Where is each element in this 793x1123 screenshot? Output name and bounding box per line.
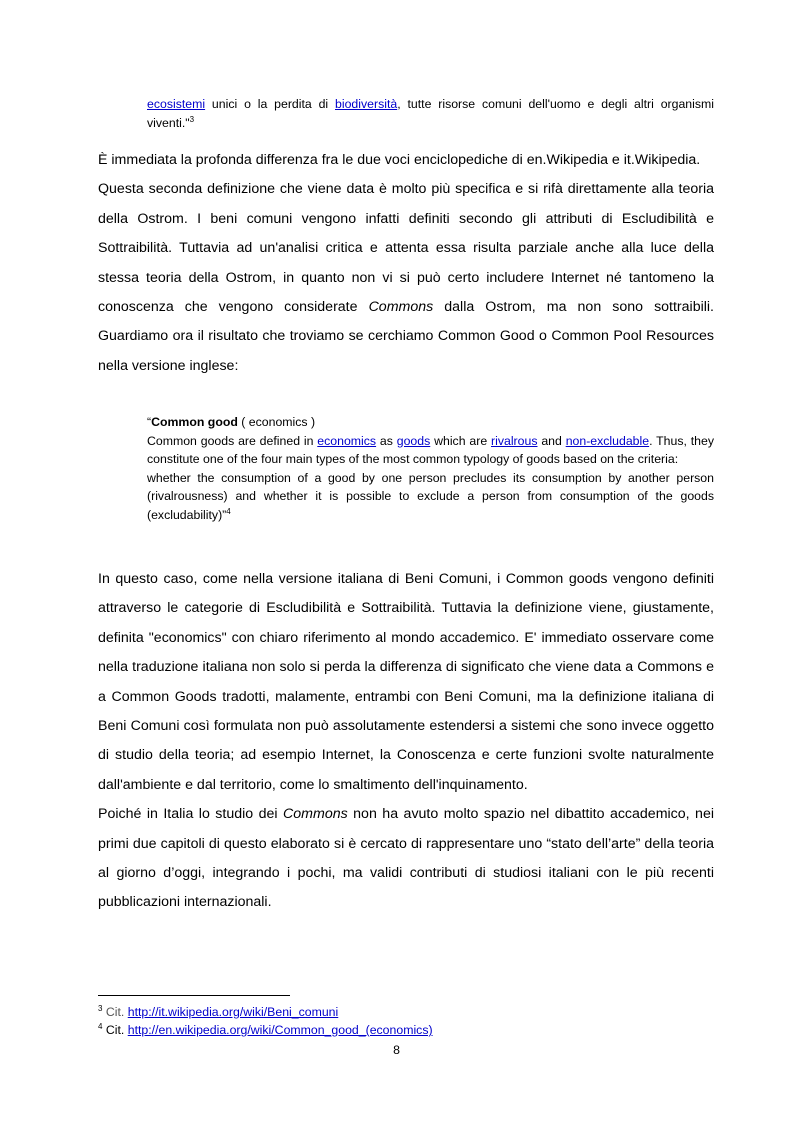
link-rivalrous[interactable]: rivalrous — [491, 433, 538, 448]
page-number: 8 — [393, 1043, 400, 1057]
open-quote: “ — [147, 415, 152, 429]
link-economics[interactable]: economics — [317, 433, 377, 448]
footnote-3-label: Cit. — [102, 1005, 128, 1019]
footnote-3 — [98, 1003, 714, 1021]
quote-1-text-b: , tutte risorse comuni dell'uomo e degli altri organismi viventi." — [147, 97, 715, 130]
footnote-4-number: 4 — [98, 1021, 103, 1031]
quote-2-criteria — [147, 469, 714, 525]
footnote-4-label: Cit. — [102, 1023, 128, 1037]
quote-2-text-f: whether the consumption of a good by one person precludes its consumption by another person (rivalrousness) and whether it is possible to exclude a person from consumption of the goods (excludability)” — [147, 470, 714, 522]
link-ecosistemi[interactable]: ecosistemi — [147, 97, 206, 111]
quote-2-heading-bold: Common good — [151, 415, 238, 429]
quote-2-text-e: . Thus, they constitute one of the four main types of the most common typology of goods based on the criteria: — [147, 433, 714, 466]
link-non-excludable[interactable]: non-excludable — [565, 433, 650, 448]
body-paragraph-2-emphasis: Commons — [368, 299, 434, 316]
footnotes — [98, 1003, 714, 1039]
body-paragraph-2 — [98, 175, 714, 381]
quote-block-2 — [147, 413, 714, 524]
body-block-1 — [98, 146, 714, 381]
quote-2-text-a: Common goods are defined in — [147, 433, 318, 448]
body-paragraph-1: È immediata la profonda differenza fra le due voci enciclopediche di en.Wikipedia e it.Wikipedia. — [98, 152, 701, 168]
quote-2-text-b: as — [376, 433, 397, 448]
footnote-4 — [98, 1021, 714, 1039]
footnote-3-link[interactable]: http://it.wikipedia.org/wiki/Beni_comuni — [127, 1005, 339, 1019]
quote-2-heading — [147, 413, 714, 432]
link-goods[interactable]: goods — [396, 433, 431, 448]
body-paragraph-4-emphasis: Commons — [283, 806, 348, 823]
body-paragraph-2-text-b: dalla Ostrom, ma non sono sottraibili. Guardiamo ora il risultato che troviamo se cerchiamo Common Good o Common Pool Resources nella versione inglese: — [98, 299, 714, 374]
quote-block-1 — [147, 95, 714, 132]
quote-2-definition — [147, 432, 714, 469]
footnote-3-number: 3 — [98, 1003, 103, 1013]
quote-1-text-a: unici o la perdita di — [205, 97, 336, 111]
body-paragraph-4 — [98, 800, 714, 918]
body-paragraph-2-text-a: Questa seconda definizione che viene data è molto più specifica e si rifà direttamente alla teoria della Ostrom. I beni comuni vengono infatti definiti secondo gli attributi di Escludibilità e Sottraibilità. Tuttavia ad un'analisi critica e attenta essa risulta parziale anche alla luce della stessa teoria della Ostrom, in quanto non vi si può certo includere Internet né tantomeno la conoscenza che vengono considerate — [98, 181, 714, 316]
footnote-ref-3: 3 — [189, 114, 195, 124]
footnote-4-link[interactable]: http://en.wikipedia.org/wiki/Common_good_(economics) — [127, 1023, 433, 1037]
quote-1-paragraph — [147, 95, 714, 132]
quote-2-text-c: which are — [430, 433, 492, 448]
footnote-separator — [98, 995, 290, 996]
body-paragraph-3: In questo caso, come nella versione italiana di Beni Comuni, i Common goods vengono definiti attraverso le categorie di Escludibilità e Sottraibilità. Tuttavia la definizione viene, giustamente, definita "economics" con chiaro riferimento al mondo accademico. E' immediato osservare come nella traduzione italiana non solo si perda la differenza di significato che viene data a Commons e a Common Goods tradotti, malamente, entrambi con Beni Comuni, ma la definizione italiana di Beni Comuni così formulata non può assolutamente estendersi a sistemi che sono invece oggetto di studio della teoria; ad esempio Internet, la Conoscenza e certe funzioni svolte naturalmente dall'ambiente e dal territorio, come lo smaltimento dell'inquinamento. — [98, 571, 714, 793]
body-paragraph-4-text-b: non ha avuto molto spazio nel dibattito accademico, nei primi due capitoli di questo elaborato si è cercato di rappresentare uno “stato dell’arte” della teoria al giorno d’oggi, integrando i pochi, ma validi contributi di studiosi italiani con le più recenti pubblicazioni internazionali. — [98, 806, 714, 911]
link-biodiversita[interactable]: biodiversità — [335, 97, 398, 111]
body-block-2 — [98, 565, 714, 918]
body-paragraph-4-text-a: Poiché in Italia lo studio dei — [98, 806, 284, 823]
footnote-ref-4: 4 — [226, 506, 231, 516]
quote-2-heading-rest: ( economics ) — [237, 415, 316, 429]
quote-2-text-d: and — [537, 433, 566, 448]
